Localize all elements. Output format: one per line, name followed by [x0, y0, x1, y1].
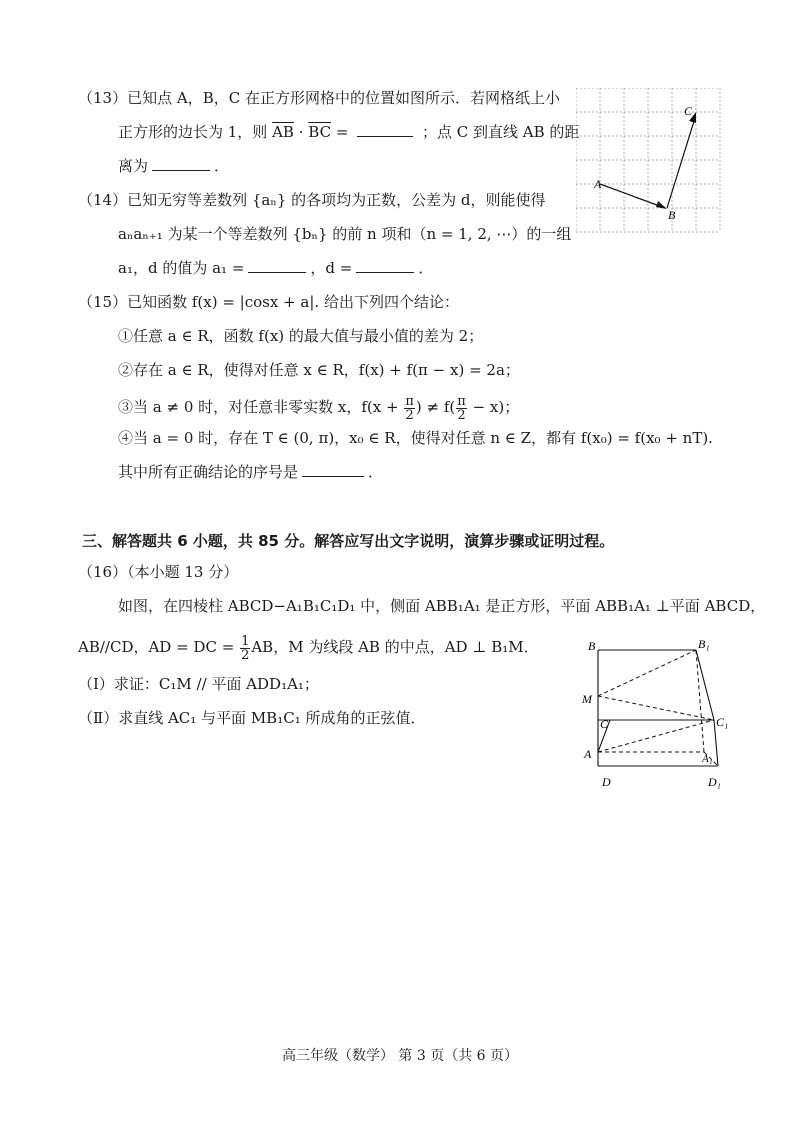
q16-header [78, 562, 238, 582]
vertex-c: C [600, 717, 609, 731]
q15-conclusion-2 [118, 360, 520, 380]
section-heading: 三、解答题共 6 小题，共 85 分。解答应写出文字说明，演算步骤或证明过程。 [82, 532, 615, 550]
fraction-pi-over-2b [456, 395, 467, 422]
vertex-c1: C₁ [716, 715, 729, 729]
vertex-d: D [602, 775, 611, 789]
q15-c2-text: ②存在 a ∈ R，使得对任意 x ∈ R，f(x) + f(π − x) = 2a； [118, 361, 520, 379]
q15-c4-text: ④当 a = 0 时，存在 T ∈ (0, π)，x₀ ∈ R，使得对任意 n ∈ Z，都有 f(x₀) = f(x₀ + nT). [118, 429, 713, 447]
q16-line1 [118, 596, 765, 616]
frac-num-3: 1 [241, 633, 250, 649]
answer-blank-14b[interactable] [356, 258, 414, 273]
q15-text1: 已知函数 f(x) = |cosx + a|. 给出下列四个结论： [127, 293, 459, 311]
q14-number: （14） [78, 191, 128, 209]
q16-part2-text: （Ⅱ）求直线 AC₁ 与平面 MB₁C₁ 所成角的正弦值． [78, 709, 426, 727]
q15-end: ． [368, 463, 384, 481]
vertex-m: M [582, 692, 592, 706]
q16-part1 [78, 674, 319, 694]
q14-end: ． [418, 259, 434, 277]
q15-last-line [118, 462, 383, 482]
q13-text2a: 正方形的边长为 1，则 [118, 123, 268, 141]
vertex-a1: A₁ [702, 753, 713, 765]
vertex-a: A [584, 747, 592, 761]
fraction-one-half [240, 635, 250, 662]
q14-text3b: ，d = [310, 259, 353, 277]
vertex-d1: D₁ [708, 775, 721, 789]
q16-number: （16）（本小题 13 分） [78, 563, 239, 581]
frac-den-3: 2 [241, 647, 250, 663]
q15-line1 [78, 292, 459, 312]
fraction-pi-over-2 [404, 395, 415, 422]
q14-text1: 已知无穷等差数列 {aₙ} 的各项均为正数，公差为 d，则能使得 [127, 191, 546, 209]
frac-num: π [405, 393, 414, 409]
q16-line2 [78, 632, 539, 662]
vertex-b: B [588, 639, 596, 653]
frac-den: 2 [405, 407, 414, 423]
q13-line1 [78, 88, 560, 108]
q16-part2 [78, 708, 425, 728]
answer-blank-13b[interactable] [152, 156, 210, 171]
point-c-label: C [684, 104, 693, 118]
q13-line3 [118, 156, 229, 176]
q15-last-text: 其中所有正确结论的序号是 [118, 463, 299, 481]
q13-number: （13） [78, 89, 128, 107]
q13-eq: = [331, 123, 349, 141]
q14-text2: aₙaₙ₊₁ 为某一个等差数列 {bₙ} 的前 n 项和（n = 1, 2, ⋯）的一组 [118, 225, 572, 243]
q16-text2a: AB//CD，AD = DC = [78, 638, 235, 656]
q14-text3a: a₁，d 的值为 a₁ = [118, 259, 245, 277]
q15-c3-part3: − x)； [467, 398, 520, 416]
answer-blank-13a[interactable] [357, 122, 413, 137]
q15-conclusion-1 [118, 326, 483, 346]
q15-c3-part1: ③当 a ≠ 0 时，对任意非零实数 x，f(x + [118, 398, 399, 416]
grid-figure [576, 88, 722, 234]
q13-text1: 已知点 A，B，C 在正方形网格中的位置如图所示．若网格纸上小 [127, 89, 560, 107]
answer-blank-14a[interactable] [248, 258, 306, 273]
q15-conclusion-3 [118, 392, 519, 422]
answer-blank-15[interactable] [302, 462, 364, 477]
frac-den-2: 2 [457, 407, 466, 423]
q15-c1-text: ①任意 a ∈ R，函数 f(x) 的最大值与最小值的差为 2； [118, 327, 484, 345]
q14-line2 [118, 224, 571, 244]
q13-text2c: ；点 C 到直线 AB 的距 [421, 123, 580, 141]
frac-num-2: π [457, 393, 466, 409]
vector-bc-arrow [667, 118, 695, 208]
q16-part1-text: （Ⅰ）求证：C₁M // 平面 ADD₁A₁； [78, 675, 319, 693]
point-b-label: B [668, 208, 676, 222]
vector-bc: $\overline{BC}$ [308, 123, 332, 141]
dot-operator: · [293, 123, 309, 141]
q15-conclusion-4 [118, 428, 713, 448]
q16-text1: 如图，在四棱柱 ABCD−A₁B₁C₁D₁ 中，侧面 ABB₁A₁ 是正方形，平面 ABB₁A₁ ⊥平面 ABCD， [118, 597, 766, 615]
vector-ab-arrow [600, 184, 665, 208]
point-a-label: A [594, 177, 602, 191]
q13-end: ． [214, 157, 230, 175]
vector-ab: $\overline{AB}$ [272, 123, 294, 141]
q16-text2b: AB，M 为线段 AB 的中点，AD ⊥ B₁M． [251, 638, 539, 656]
q13-text3: 离为 [118, 157, 149, 175]
q15-number: （15） [78, 293, 128, 311]
q13-line2 [118, 122, 579, 142]
grid-lines [576, 88, 720, 232]
q15-c3-part2: ) ≠ f( [415, 398, 456, 416]
vertex-b1: B₁ [698, 637, 710, 651]
page-footer: 高三年级（数学） 第 3 页（共 6 页） [281, 1048, 519, 1064]
q14-line1 [78, 190, 546, 210]
prism-figure [578, 636, 738, 796]
q14-line3 [118, 258, 433, 278]
